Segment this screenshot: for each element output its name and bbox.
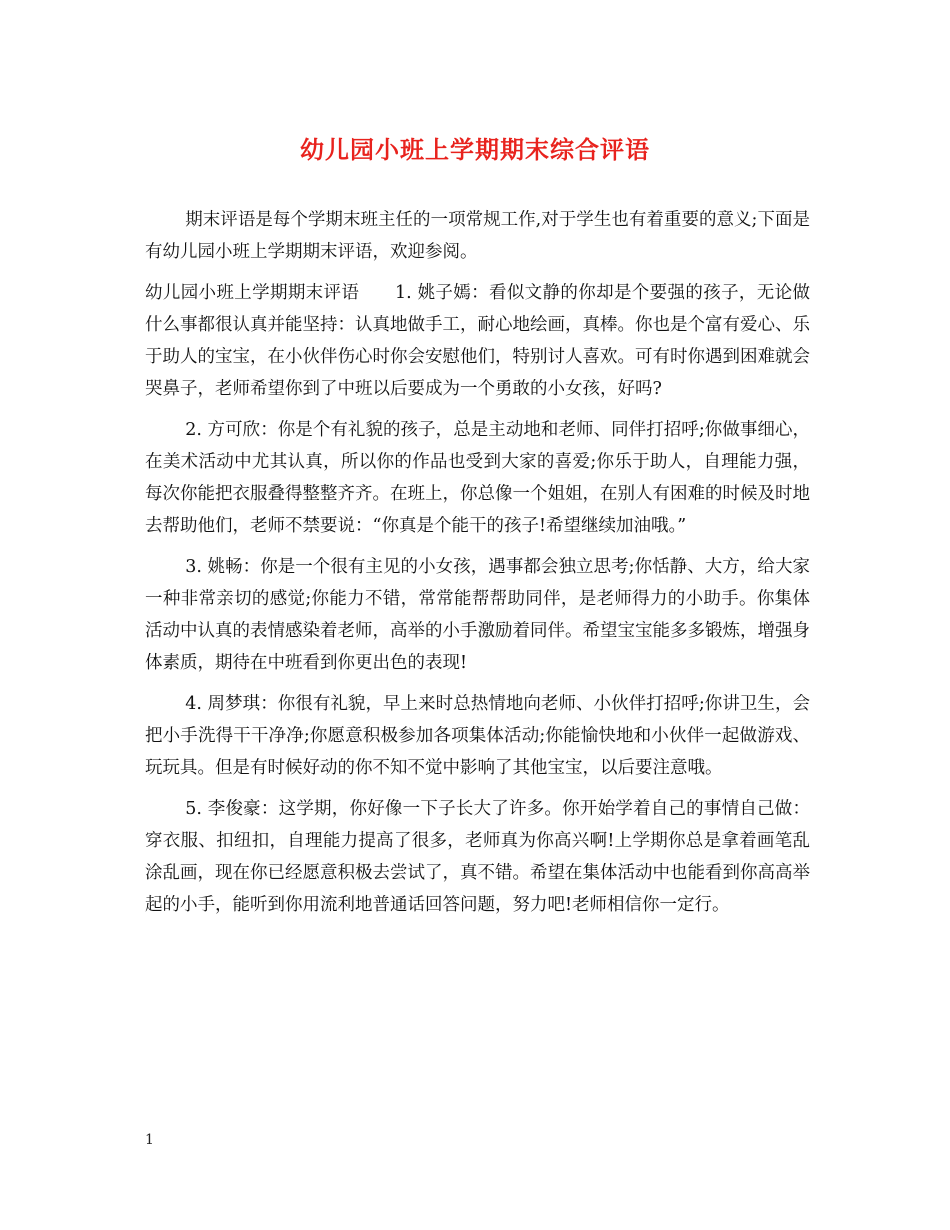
document-title: 幼儿园小班上学期期末综合评语 [300,135,650,164]
comment-paragraph-2: 2. 方可欣：你是个有礼貌的孩子，总是主动地和老师、同伴打招呼;你做事细心，在美术活动中尤其认真，所以你的作品也受到大家的喜爱;你乐于助人，自理能力强，每次你能把衣服叠得整整齐齐。在班上，你总像一个姐姐，在别人有困难的时候及时地去帮助他们，老师不禁要说：“你真是个能干的孩子!希望继续加油哦。” [145,420,810,536]
comment-paragraph-4: 4. 周梦琪：你很有礼貌，早上来时总热情地向老师、小伙伴打招呼;你讲卫生，会把小手洗得干干净净;你愿意积极参加各项集体活动;你能愉快地和小伙伴一起做游戏、玩玩具。但是有时候好动的你不知不觉中影响了其他宝宝，以后要注意哦。 [145,694,810,778]
comment-paragraph-5: 5. 李俊豪：这学期，你好像一下子长大了许多。你开始学着自己的事情自己做：穿衣服、扣纽扣，自理能力提高了很多，老师真为你高兴啊!上学期你总是拿着画笔乱涂乱画，现在你已经愿意积极去尝试了，真不错。希望在集体活动中也能看到你高高举起的小手，能听到你用流利地普通话回答问题，努力吧!老师相信你一定行。 [145,799,810,915]
comment-paragraph-1: 幼儿园小班上学期期末评语 1. 姚子嫣：看似文静的你却是个要强的孩子，无论做什么事都很认真并能坚持：认真地做手工，耐心地绘画，真棒。你也是个富有爱心、乐于助人的宝宝，在小伙伴伤心时你会安慰他们，特别讨人喜欢。可有时你遇到困难就会哭鼻子，老师希望你到了中班以后要成为一个勇敢的小女孩，好吗? [145,283,810,399]
intro-paragraph: 期末评语是每个学期末班主任的一项常规工作,对于学生也有着重要的意义;下面是有幼儿园小班上学期期末评语，欢迎参阅。 [145,210,810,262]
comment-paragraph-3: 3. 姚畅：你是一个很有主见的小女孩，遇事都会独立思考;你恬静、大方，给大家一种非常亲切的感觉;你能力不错，常常能帮帮助同伴，是老师得力的小助手。你集体活动中认真的表情感染着老师，高举的小手激励着同伴。希望宝宝能多多锻炼，增强身体素质，期待在中班看到你更出色的表现! [145,557,810,673]
page-number: 1 [145,1132,154,1148]
document-body [145,204,810,930]
